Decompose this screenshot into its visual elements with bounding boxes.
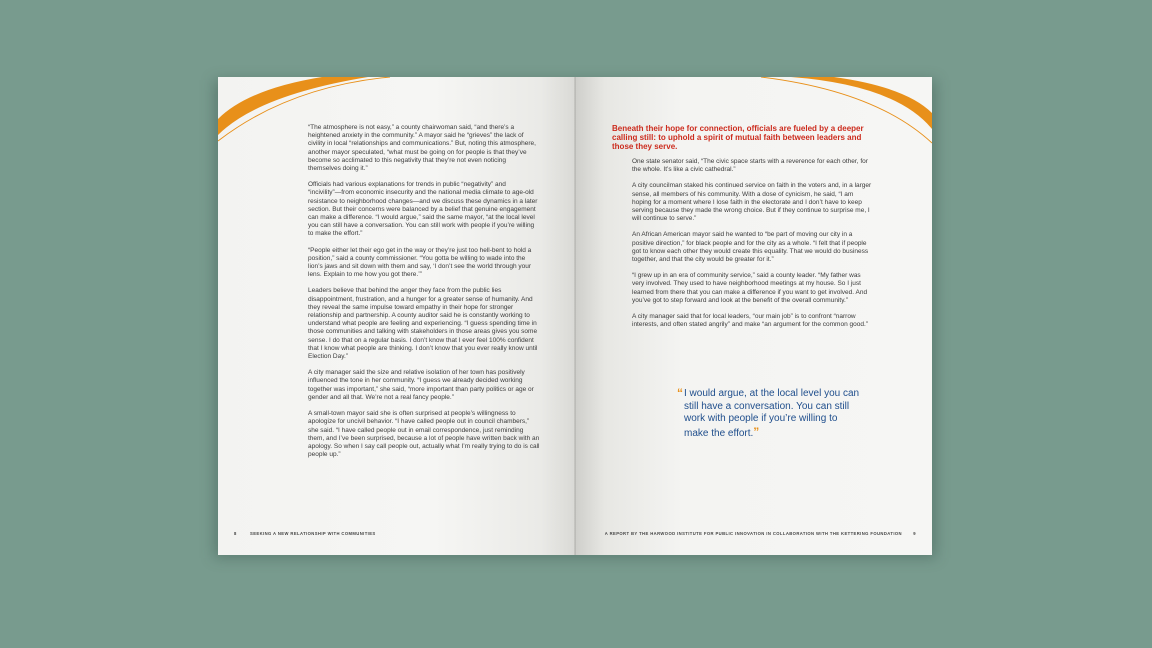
left-paragraph: Officials had various explanations for trends in public “negativity” and “incivility”—from economic insecurity and the national media climate to age-old resistance to neighborhood changes—and we discuss these dynamics in a later section. But their concerns were balanced by a belief that genuine engagement can make a difference. “I would argue,” said the same mayor, “at the local level you can still have a conversation. You can still work with people if you’re willing to make the effort.” — [308, 181, 538, 238]
left-paragraph: “People either let their ego get in the way or they’re just too hell-bent to hold a position,” said a county commissioner. “You gotta be willing to wade into the lion’s jaws and sit down with them and say, ‘I don’t see the world through your lens. Explain to me how you got there.’” — [308, 246, 532, 279]
pull-quote-text: I would argue, at the local level you can still have a conversation. You can still work with people if you’re willing to make the effort. — [684, 388, 860, 439]
right-running-footer: A REPORT BY THE HARWOOD INSTITUTE FOR PUBLIC INNOVATION IN COLLABORATION WITH THE KETTERING FOUNDATION — [604, 531, 902, 536]
right-paragraph: A city councilman staked his continued service on faith in the voters and, in a larger sense, all members of his community. With a dose of cynicism, he said, “I am hoping for a moment where I lose faith in the electorate and I don’t have to keep serving because they made the wrong choice. But if they continue to surprise me, I will continue to serve.” — [632, 182, 872, 223]
left-paragraph: Leaders believe that behind the anger they face from the public lies disappointment, frustration, and a hunger for a greater sense of humanity. And they reveal the same impulse toward empathy in their hope for stronger relationship and partnership. A county auditor said he is constantly working to understand what people are feeling and experiencing. “I guess spending time in those communities and talking with stakeholders in those areas gives you some sense. I do that on a regular basis. I don’t know that I ever feel 100% confident that I know what people are thinking. I don’t know that you ever really know until Election Day.” — [308, 287, 538, 361]
close-quote-mark: ” — [753, 424, 760, 439]
right-paragraph: An African American mayor said he wanted to “be part of moving our city in a positive direction,” for black people and for the city as a whole. “I felt that if people got to know each other they would create this equality. That we would do business together, and that the city would be greater for it.” — [632, 231, 869, 264]
right-paragraph: One state senator said, “The civic space starts with a reverence for each other, for the whole. It’s like a civic cathedral.” — [632, 158, 868, 174]
right-section-heading: Beneath their hope for connection, officials are fueled by a deeper calling still: to uphold a spirit of mutual faith between leaders and those they serve. — [612, 124, 864, 151]
left-page-number: 8 — [234, 531, 237, 536]
open-quote-mark: “ — [677, 386, 683, 400]
left-paragraph: A small-town mayor said she is often surprised at people’s willingness to apologize for uncivil behavior. “I have called people out in council chambers,” she said. “I have called people out in email correspondence, just reminding them, and I’ve been surprised, because a lot of people have written back with an apology. So when I say call people out, actually what I’m really trying to do is call people up.” — [308, 410, 540, 459]
left-page — [218, 77, 576, 555]
left-body-text — [308, 124, 540, 467]
right-page-number: 9 — [913, 531, 916, 536]
right-paragraph: “I grew up in an era of community service,” said a county leader. “My father was very involved. They used to have neighborhood meetings at my house. So I just learned from there that you can make a difference if you want to get involved. And you’ve got to step forward and look at the benefit of the overall community.” — [632, 272, 868, 304]
left-paragraph: “The atmosphere is not easy,” a county chairwoman said, “and there’s a heightened anxiety in the community.” A mayor said he “grieves” the lack of civility in local “relationships and communications.” But, noting this atmosphere, another mayor speculated, “what must be going on for people is that they’ve become so acclimated to this negativity that they’re not even noticing themselves doing it.” — [308, 124, 536, 173]
right-page — [576, 77, 932, 555]
right-paragraph: A city manager said that for local leaders, “our main job” is to confront “narrow interests, and often stated angrily” and make “an argument for the common good.” — [632, 313, 868, 329]
right-body-text — [632, 158, 872, 337]
left-running-footer: SEEKING A NEW RELATIONSHIP WITH COMMUNITIES — [250, 531, 376, 536]
pull-quote — [677, 386, 864, 440]
left-paragraph: A city manager said the size and relative isolation of her town has positively influenced the tone in her community. “I guess we already decided working together was important,” she said, “more important than party politics or age or gender and all that. We’re not a real fancy people.” — [308, 369, 534, 401]
